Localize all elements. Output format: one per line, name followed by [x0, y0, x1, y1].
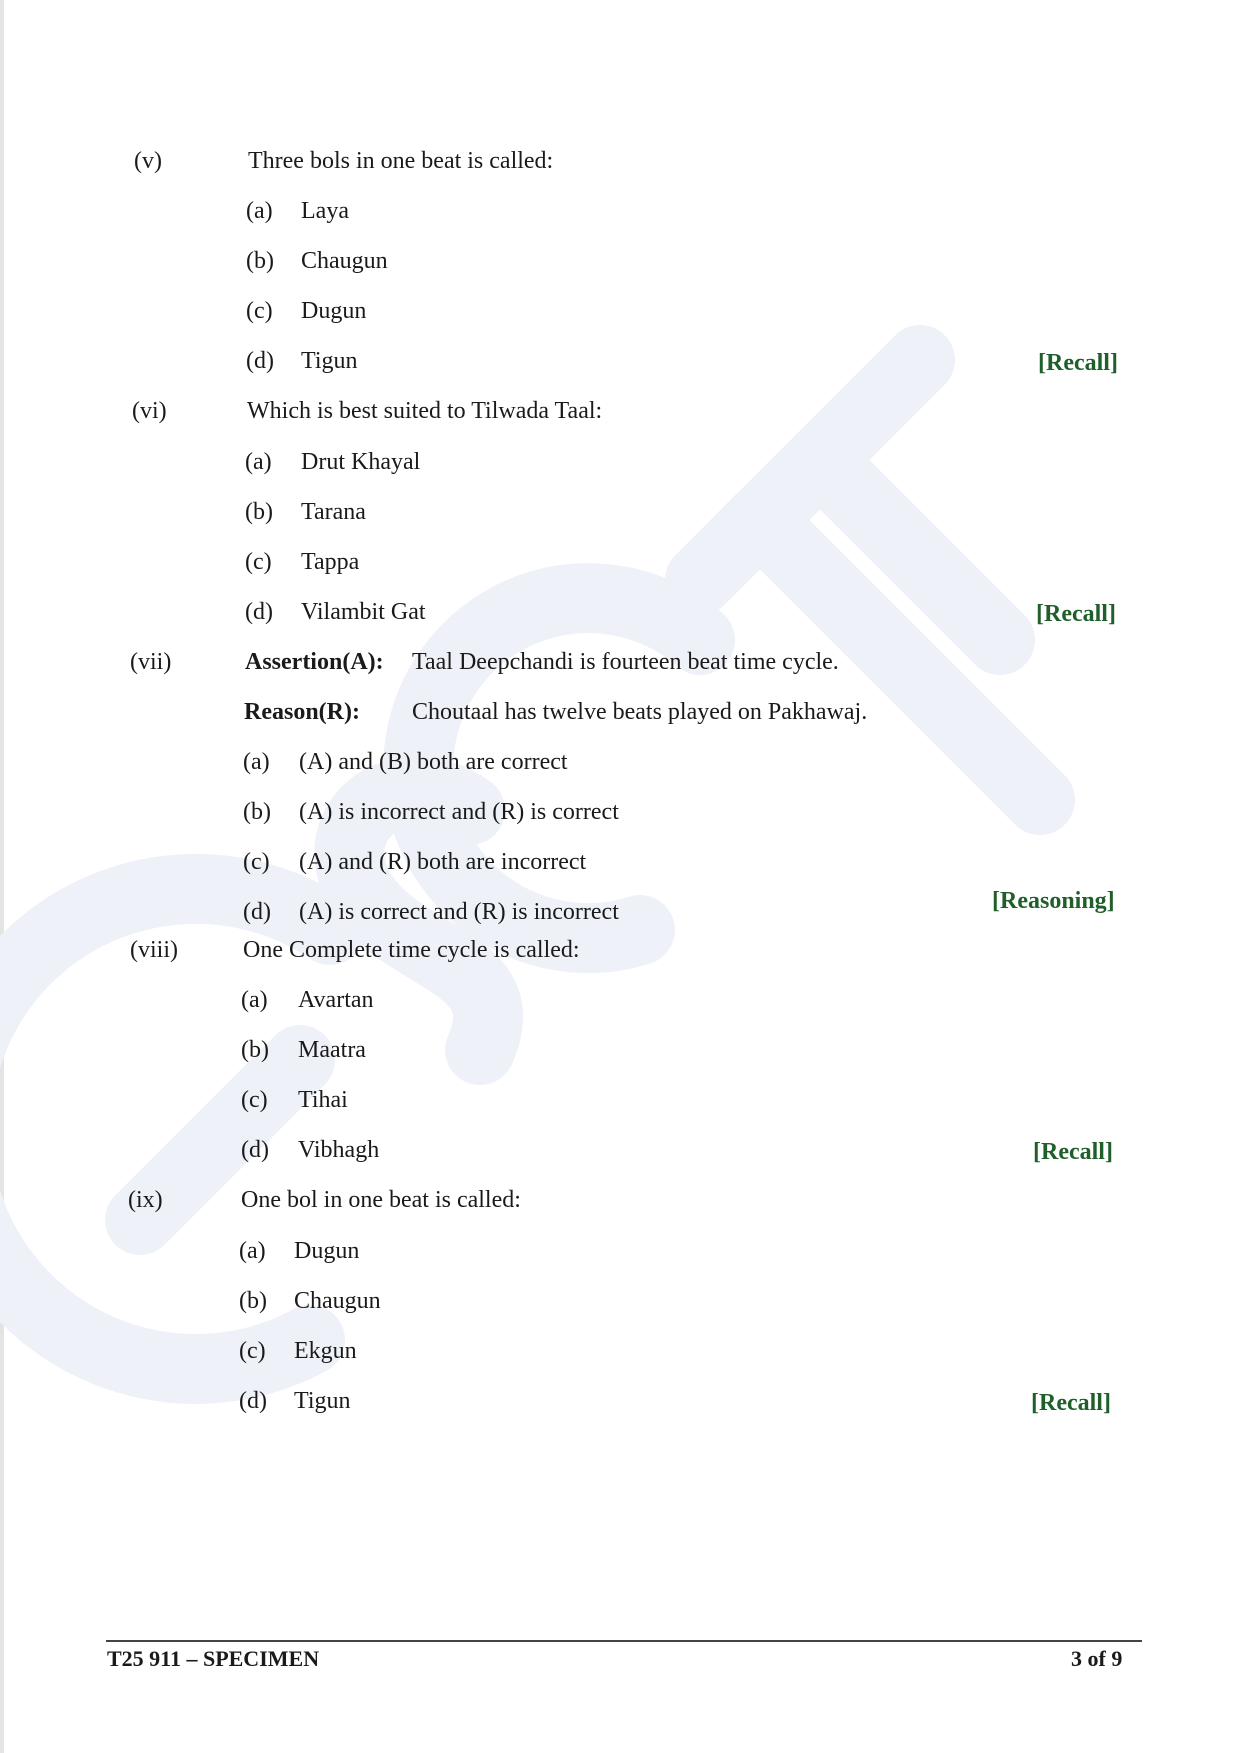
option-label: (c) [243, 849, 270, 875]
option-label: (c) [245, 549, 272, 575]
option-label: (b) [241, 1037, 269, 1063]
option-text: Vilambit Gat [301, 599, 426, 625]
question-tag: [Recall] [1033, 1139, 1113, 1165]
option-label: (c) [246, 298, 273, 324]
option-label: (c) [239, 1338, 266, 1364]
assertion-text: Taal Deepchandi is fourteen beat time cycle. [412, 649, 839, 675]
question-text: Three bols in one beat is called: [248, 148, 554, 174]
option-label: (b) [246, 248, 274, 274]
question-number: (vi) [132, 398, 167, 424]
option-text: Tigun [301, 348, 358, 374]
option-text: Chaugun [301, 248, 388, 274]
question-number: (v) [134, 148, 162, 174]
option-text: Laya [301, 198, 349, 224]
option-text: (A) and (R) both are incorrect [299, 849, 587, 875]
question-tag: [Recall] [1036, 601, 1116, 627]
option-label: (a) [245, 449, 272, 475]
reason-text: Choutaal has twelve beats played on Pakhawaj. [412, 699, 868, 725]
option-text: Maatra [298, 1037, 366, 1063]
question-text: One Complete time cycle is called: [243, 937, 580, 963]
option-label: (d) [245, 599, 273, 625]
option-text: (A) and (B) both are correct [299, 749, 568, 775]
option-label: (b) [239, 1288, 267, 1314]
page-edge-shadow [0, 0, 4, 1753]
option-text: Chaugun [294, 1288, 381, 1314]
option-text: Dugun [294, 1238, 360, 1264]
option-text: (A) is correct and (R) is incorrect [299, 899, 619, 925]
assertion-label: Assertion(A): [245, 649, 384, 675]
option-text: Ekgun [294, 1338, 357, 1364]
footer-rule [106, 1640, 1142, 1642]
question-text: One bol in one beat is called: [241, 1187, 521, 1213]
option-text: Dugun [301, 298, 367, 324]
option-label: (b) [243, 799, 271, 825]
option-label: (d) [243, 899, 271, 925]
option-label: (d) [241, 1137, 269, 1163]
option-text: Tappa [301, 549, 360, 575]
question-tag: [Reasoning] [992, 888, 1115, 914]
option-label: (b) [245, 499, 273, 525]
option-text: Tarana [301, 499, 366, 525]
question-number: (vii) [130, 649, 172, 675]
option-label: (a) [246, 198, 273, 224]
page-number: 3 of 9 [1071, 1646, 1123, 1671]
option-text: Avartan [298, 987, 374, 1013]
option-label: (a) [241, 987, 268, 1013]
option-label: (a) [239, 1238, 266, 1264]
option-text: Tihai [298, 1087, 348, 1113]
option-text: Vibhagh [298, 1137, 380, 1163]
option-label: (c) [241, 1087, 268, 1113]
option-label: (d) [239, 1388, 267, 1414]
question-text: Which is best suited to Tilwada Taal: [247, 398, 603, 424]
option-text: (A) is incorrect and (R) is correct [299, 799, 619, 825]
option-label: (a) [243, 749, 270, 775]
option-text: Tigun [294, 1388, 351, 1414]
question-tag: [Recall] [1038, 350, 1118, 376]
question-number: (viii) [130, 937, 178, 963]
reason-label: Reason(R): [244, 699, 360, 725]
option-text: Drut Khayal [301, 449, 421, 475]
paper-code: T25 911 – SPECIMEN [107, 1646, 320, 1671]
option-label: (d) [246, 348, 274, 374]
question-number: (ix) [128, 1187, 163, 1213]
question-tag: [Recall] [1031, 1390, 1111, 1416]
